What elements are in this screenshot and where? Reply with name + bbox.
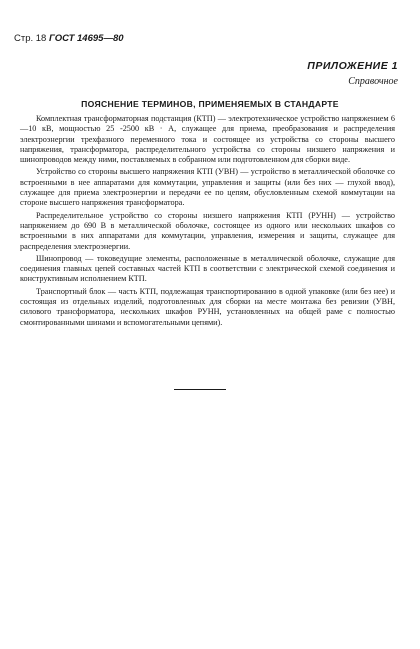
paragraph-ktp: Комплектная трансформаторная подстанция (КТП) — электротехническое устройство напряжением 6—10 кВ, мощностью 25 -2500 кВ · А, служащее для приема, преобразования и распределения электроэнергии трехфазного переменного тока и состоящее из устройства со стороны высшего напряжения, трансформатора, распределительного устройства со стороны низшего напряжения и шинопроводов между ними, поставляемых в собранном или подготовленном для сборки виде. — [20, 114, 395, 165]
appendix-label: ПРИЛОЖЕНИЕ 1 — [307, 60, 398, 72]
paragraph-busbar: Шинопровод — токоведущие элементы, расположенные в металлической оболочке, служащие для соединения главных цепей составных частей КТП в соответствии с электрической схемой соединения и конструктивным исполнением КТП. — [20, 253, 395, 284]
appendix-type: Справочное — [348, 76, 398, 87]
paragraph-transport-block: Транспортный блок — часть КТП, подлежащая транспортированию в одной упаковке (или без нее) и состоящая из отдельных изделий, подготовленных для сборки на месте монтажа без ревизии (УВН, силового трансформатора, нескольких шкафов РУНН, установленных на общей раме с полностью смонтированными шинами и вспомогательными цепями). — [20, 286, 395, 327]
paragraph-uvn: Устройство со стороны высшего напряжения КТП (УВН) — устройство в металлической оболочке со встроенными в нее аппаратами для коммутации, управления и защиты (или без них — глухой ввод), служащее для приема электроэнергии и передачи ее по цепям, обусловленным схемой коммутации на стороне высшего напряжения трансформатора. — [20, 167, 395, 208]
body-text — [20, 114, 395, 330]
page-header — [14, 33, 124, 44]
end-divider — [174, 389, 226, 390]
page-number: Стр. 18 — [14, 33, 47, 44]
section-title: ПОЯСНЕНИЕ ТЕРМИНОВ, ПРИМЕНЯЕМЫХ В СТАНДАРТЕ — [81, 99, 339, 109]
paragraph-runn: Распределительное устройство со стороны низшего напряжения КТП (РУНН) — устройство напряжением до 690 В в металлической оболочке, состоящее из одного или нескольких шкафов со встроенными в них аппаратами для коммутации, управления, измерения и защиты, служащее для распределения электроэнергии. — [20, 210, 395, 251]
standard-number: ГОСТ 14695—80 — [48, 33, 124, 44]
appendix-label-block — [307, 60, 398, 87]
